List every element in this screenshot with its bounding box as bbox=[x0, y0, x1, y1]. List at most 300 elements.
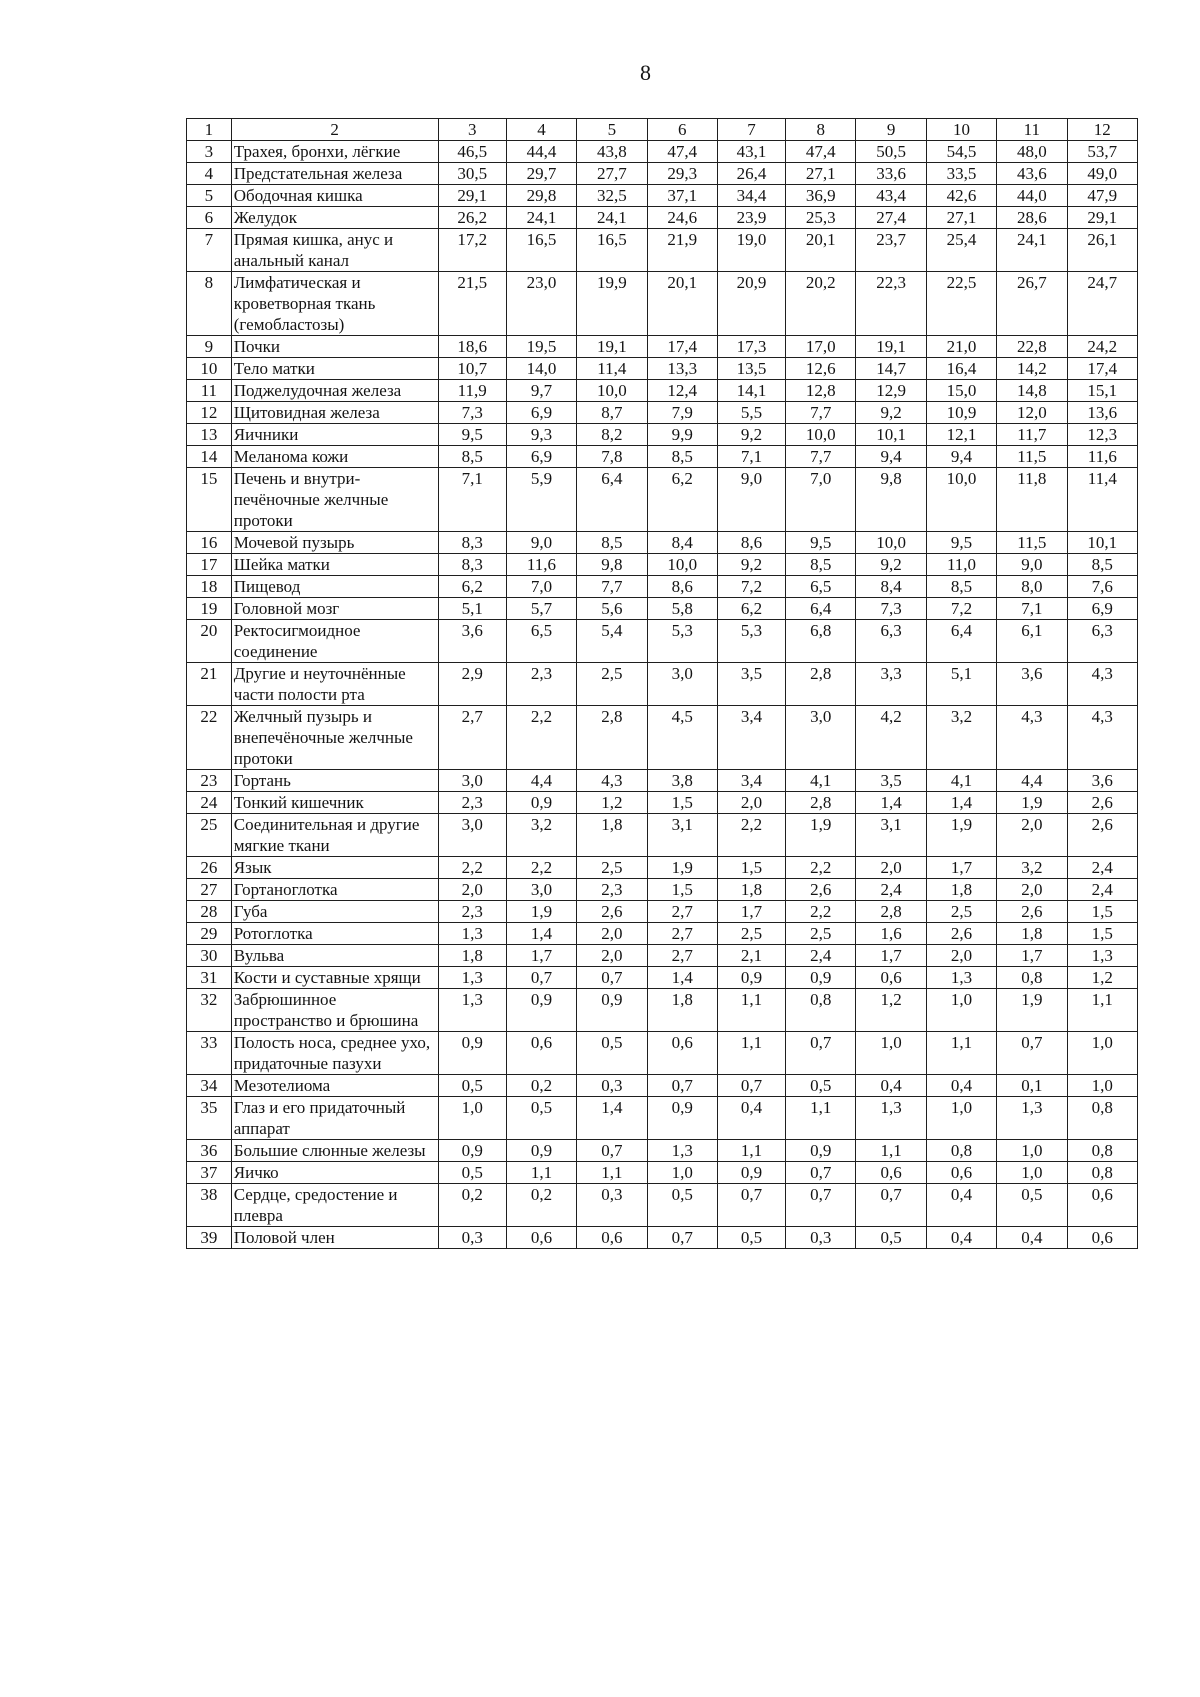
value-cell: 13,3 bbox=[647, 358, 717, 380]
value-cell: 20,1 bbox=[786, 229, 856, 272]
value-cell: 1,1 bbox=[717, 989, 785, 1032]
column-number-cell: 1 bbox=[187, 119, 232, 141]
value-cell: 11,5 bbox=[997, 446, 1067, 468]
value-cell: 12,9 bbox=[856, 380, 926, 402]
value-cell: 0,7 bbox=[786, 1032, 856, 1075]
table-row bbox=[187, 1075, 1138, 1097]
value-cell: 10,9 bbox=[926, 402, 996, 424]
site-name-cell: Предстательная железа bbox=[231, 163, 438, 185]
value-cell: 26,7 bbox=[997, 272, 1067, 336]
value-cell: 1,5 bbox=[717, 857, 785, 879]
value-cell: 3,0 bbox=[438, 814, 506, 857]
value-cell: 8,6 bbox=[717, 532, 785, 554]
table-row bbox=[187, 967, 1138, 989]
value-cell: 0,4 bbox=[997, 1227, 1067, 1249]
value-cell: 7,1 bbox=[717, 446, 785, 468]
value-cell: 27,7 bbox=[577, 163, 647, 185]
value-cell: 3,0 bbox=[506, 879, 576, 901]
value-cell: 8,5 bbox=[647, 446, 717, 468]
value-cell: 20,2 bbox=[786, 272, 856, 336]
value-cell: 0,3 bbox=[577, 1075, 647, 1097]
table-row bbox=[187, 1097, 1138, 1140]
value-cell: 8,5 bbox=[926, 576, 996, 598]
value-cell: 27,4 bbox=[856, 207, 926, 229]
value-cell: 47,4 bbox=[786, 141, 856, 163]
value-cell: 11,4 bbox=[1067, 468, 1137, 532]
row-number-cell: 30 bbox=[187, 945, 232, 967]
value-cell: 49,0 bbox=[1067, 163, 1137, 185]
row-number-cell: 4 bbox=[187, 163, 232, 185]
value-cell: 0,6 bbox=[506, 1032, 576, 1075]
value-cell: 9,8 bbox=[577, 554, 647, 576]
value-cell: 5,5 bbox=[717, 402, 785, 424]
row-number-cell: 8 bbox=[187, 272, 232, 336]
table-row bbox=[187, 1162, 1138, 1184]
value-cell: 43,4 bbox=[856, 185, 926, 207]
value-cell: 2,8 bbox=[786, 663, 856, 706]
value-cell: 7,2 bbox=[717, 576, 785, 598]
value-cell: 2,5 bbox=[577, 663, 647, 706]
value-cell: 20,1 bbox=[647, 272, 717, 336]
value-cell: 2,2 bbox=[506, 857, 576, 879]
value-cell: 7,0 bbox=[786, 468, 856, 532]
table-row bbox=[187, 814, 1138, 857]
value-cell: 6,9 bbox=[506, 446, 576, 468]
site-name-cell: Гортаноглотка bbox=[231, 879, 438, 901]
value-cell: 2,4 bbox=[1067, 879, 1137, 901]
site-name-cell: Шейка матки bbox=[231, 554, 438, 576]
value-cell: 0,6 bbox=[1067, 1184, 1137, 1227]
site-name-cell: Щитовидная железа bbox=[231, 402, 438, 424]
value-cell: 6,8 bbox=[786, 620, 856, 663]
value-cell: 8,0 bbox=[997, 576, 1067, 598]
value-cell: 2,6 bbox=[997, 901, 1067, 923]
value-cell: 6,3 bbox=[1067, 620, 1137, 663]
column-number-cell: 3 bbox=[438, 119, 506, 141]
value-cell: 0,9 bbox=[786, 1140, 856, 1162]
value-cell: 2,5 bbox=[786, 923, 856, 945]
value-cell: 21,0 bbox=[926, 336, 996, 358]
value-cell: 3,2 bbox=[926, 706, 996, 770]
row-number-cell: 9 bbox=[187, 336, 232, 358]
value-cell: 9,3 bbox=[506, 424, 576, 446]
value-cell: 0,5 bbox=[997, 1184, 1067, 1227]
value-cell: 1,1 bbox=[1067, 989, 1137, 1032]
value-cell: 6,2 bbox=[717, 598, 785, 620]
value-cell: 2,7 bbox=[438, 706, 506, 770]
site-name-cell: Ректосигмоидное соединение bbox=[231, 620, 438, 663]
table-row bbox=[187, 576, 1138, 598]
value-cell: 0,8 bbox=[1067, 1162, 1137, 1184]
table-row bbox=[187, 663, 1138, 706]
value-cell: 1,4 bbox=[647, 967, 717, 989]
value-cell: 2,4 bbox=[856, 879, 926, 901]
value-cell: 1,9 bbox=[997, 792, 1067, 814]
site-name-cell: Мочевой пузырь bbox=[231, 532, 438, 554]
value-cell: 14,8 bbox=[997, 380, 1067, 402]
value-cell: 1,2 bbox=[856, 989, 926, 1032]
value-cell: 3,2 bbox=[506, 814, 576, 857]
value-cell: 1,5 bbox=[647, 879, 717, 901]
row-number-cell: 6 bbox=[187, 207, 232, 229]
value-cell: 1,9 bbox=[926, 814, 996, 857]
row-number-cell: 37 bbox=[187, 1162, 232, 1184]
value-cell: 2,6 bbox=[786, 879, 856, 901]
value-cell: 20,9 bbox=[717, 272, 785, 336]
value-cell: 9,7 bbox=[506, 380, 576, 402]
value-cell: 1,2 bbox=[577, 792, 647, 814]
row-number-cell: 34 bbox=[187, 1075, 232, 1097]
table-row bbox=[187, 923, 1138, 945]
value-cell: 0,9 bbox=[438, 1032, 506, 1075]
value-cell: 0,8 bbox=[926, 1140, 996, 1162]
value-cell: 1,7 bbox=[926, 857, 996, 879]
value-cell: 1,7 bbox=[506, 945, 576, 967]
value-cell: 33,5 bbox=[926, 163, 996, 185]
site-name-cell: Пищевод bbox=[231, 576, 438, 598]
value-cell: 0,7 bbox=[717, 1075, 785, 1097]
value-cell: 19,9 bbox=[577, 272, 647, 336]
value-cell: 4,3 bbox=[1067, 706, 1137, 770]
value-cell: 3,1 bbox=[856, 814, 926, 857]
value-cell: 4,2 bbox=[856, 706, 926, 770]
value-cell: 2,0 bbox=[717, 792, 785, 814]
value-cell: 14,0 bbox=[506, 358, 576, 380]
value-cell: 7,1 bbox=[997, 598, 1067, 620]
value-cell: 26,4 bbox=[717, 163, 785, 185]
site-name-cell: Кости и суставные хрящи bbox=[231, 967, 438, 989]
value-cell: 2,6 bbox=[1067, 814, 1137, 857]
value-cell: 0,7 bbox=[717, 1184, 785, 1227]
value-cell: 28,6 bbox=[997, 207, 1067, 229]
value-cell: 6,2 bbox=[438, 576, 506, 598]
row-number-cell: 33 bbox=[187, 1032, 232, 1075]
value-cell: 18,6 bbox=[438, 336, 506, 358]
column-number-cell: 10 bbox=[926, 119, 996, 141]
value-cell: 29,3 bbox=[647, 163, 717, 185]
value-cell: 0,5 bbox=[506, 1097, 576, 1140]
value-cell: 27,1 bbox=[786, 163, 856, 185]
value-cell: 19,1 bbox=[856, 336, 926, 358]
value-cell: 0,2 bbox=[506, 1184, 576, 1227]
value-cell: 11,0 bbox=[926, 554, 996, 576]
table-row bbox=[187, 554, 1138, 576]
value-cell: 1,4 bbox=[506, 923, 576, 945]
value-cell: 2,6 bbox=[1067, 792, 1137, 814]
value-cell: 26,1 bbox=[1067, 229, 1137, 272]
site-name-cell: Сердце, средостение и плевра bbox=[231, 1184, 438, 1227]
value-cell: 2,0 bbox=[577, 945, 647, 967]
value-cell: 25,3 bbox=[786, 207, 856, 229]
table-row bbox=[187, 141, 1138, 163]
value-cell: 0,5 bbox=[438, 1162, 506, 1184]
value-cell: 11,6 bbox=[1067, 446, 1137, 468]
row-number-cell: 35 bbox=[187, 1097, 232, 1140]
table-row bbox=[187, 989, 1138, 1032]
value-cell: 2,3 bbox=[438, 792, 506, 814]
value-cell: 29,1 bbox=[1067, 207, 1137, 229]
value-cell: 37,1 bbox=[647, 185, 717, 207]
value-cell: 8,5 bbox=[1067, 554, 1137, 576]
value-cell: 47,4 bbox=[647, 141, 717, 163]
value-cell: 0,3 bbox=[438, 1227, 506, 1249]
value-cell: 9,2 bbox=[856, 554, 926, 576]
row-number-cell: 25 bbox=[187, 814, 232, 857]
table-row bbox=[187, 901, 1138, 923]
value-cell: 7,3 bbox=[438, 402, 506, 424]
value-cell: 2,5 bbox=[577, 857, 647, 879]
value-cell: 3,6 bbox=[1067, 770, 1137, 792]
value-cell: 1,1 bbox=[717, 1140, 785, 1162]
value-cell: 4,5 bbox=[647, 706, 717, 770]
site-name-cell: Желчный пузырь и внепечёночные желчные протоки bbox=[231, 706, 438, 770]
value-cell: 0,4 bbox=[926, 1184, 996, 1227]
row-number-cell: 16 bbox=[187, 532, 232, 554]
column-number-cell: 6 bbox=[647, 119, 717, 141]
value-cell: 4,1 bbox=[926, 770, 996, 792]
value-cell: 5,7 bbox=[506, 598, 576, 620]
site-name-cell: Большие слюнные железы bbox=[231, 1140, 438, 1162]
value-cell: 16,4 bbox=[926, 358, 996, 380]
value-cell: 1,3 bbox=[438, 967, 506, 989]
value-cell: 19,0 bbox=[717, 229, 785, 272]
site-name-cell: Гортань bbox=[231, 770, 438, 792]
value-cell: 0,6 bbox=[1067, 1227, 1137, 1249]
value-cell: 0,3 bbox=[577, 1184, 647, 1227]
page-number: 8 bbox=[640, 60, 651, 85]
value-cell: 0,4 bbox=[856, 1075, 926, 1097]
value-cell: 23,7 bbox=[856, 229, 926, 272]
value-cell: 12,6 bbox=[786, 358, 856, 380]
value-cell: 30,5 bbox=[438, 163, 506, 185]
value-cell: 2,8 bbox=[856, 901, 926, 923]
site-name-cell: Поджелудочная железа bbox=[231, 380, 438, 402]
value-cell: 5,4 bbox=[577, 620, 647, 663]
value-cell: 7,2 bbox=[926, 598, 996, 620]
table-row bbox=[187, 706, 1138, 770]
table-row bbox=[187, 1184, 1138, 1227]
value-cell: 50,5 bbox=[856, 141, 926, 163]
value-cell: 0,9 bbox=[717, 967, 785, 989]
value-cell: 2,0 bbox=[926, 945, 996, 967]
incidence-table bbox=[186, 118, 1138, 1249]
value-cell: 16,5 bbox=[506, 229, 576, 272]
site-name-cell: Вульва bbox=[231, 945, 438, 967]
value-cell: 1,1 bbox=[506, 1162, 576, 1184]
value-cell: 1,2 bbox=[1067, 967, 1137, 989]
value-cell: 2,6 bbox=[577, 901, 647, 923]
value-cell: 43,8 bbox=[577, 141, 647, 163]
value-cell: 1,8 bbox=[577, 814, 647, 857]
value-cell: 0,9 bbox=[506, 1140, 576, 1162]
value-cell: 3,4 bbox=[717, 706, 785, 770]
value-cell: 4,3 bbox=[577, 770, 647, 792]
value-cell: 23,0 bbox=[506, 272, 576, 336]
value-cell: 9,5 bbox=[926, 532, 996, 554]
value-cell: 0,6 bbox=[506, 1227, 576, 1249]
value-cell: 0,3 bbox=[786, 1227, 856, 1249]
value-cell: 9,0 bbox=[997, 554, 1067, 576]
value-cell: 24,1 bbox=[506, 207, 576, 229]
value-cell: 0,9 bbox=[438, 1140, 506, 1162]
value-cell: 32,5 bbox=[577, 185, 647, 207]
value-cell: 2,8 bbox=[577, 706, 647, 770]
value-cell: 12,4 bbox=[647, 380, 717, 402]
value-cell: 17,4 bbox=[1067, 358, 1137, 380]
value-cell: 2,7 bbox=[647, 945, 717, 967]
value-cell: 10,7 bbox=[438, 358, 506, 380]
value-cell: 6,9 bbox=[506, 402, 576, 424]
value-cell: 0,7 bbox=[856, 1184, 926, 1227]
table-row bbox=[187, 1032, 1138, 1075]
value-cell: 1,1 bbox=[786, 1097, 856, 1140]
value-cell: 1,3 bbox=[438, 989, 506, 1032]
value-cell: 1,3 bbox=[856, 1097, 926, 1140]
value-cell: 9,9 bbox=[647, 424, 717, 446]
value-cell: 7,7 bbox=[786, 446, 856, 468]
value-cell: 7,0 bbox=[506, 576, 576, 598]
value-cell: 29,1 bbox=[438, 185, 506, 207]
row-number-cell: 27 bbox=[187, 879, 232, 901]
value-cell: 53,7 bbox=[1067, 141, 1137, 163]
value-cell: 6,5 bbox=[786, 576, 856, 598]
column-number-cell: 11 bbox=[997, 119, 1067, 141]
value-cell: 10,0 bbox=[856, 532, 926, 554]
value-cell: 7,1 bbox=[438, 468, 506, 532]
value-cell: 1,8 bbox=[997, 923, 1067, 945]
value-cell: 6,1 bbox=[997, 620, 1067, 663]
value-cell: 1,3 bbox=[997, 1097, 1067, 1140]
value-cell: 17,0 bbox=[786, 336, 856, 358]
value-cell: 7,9 bbox=[647, 402, 717, 424]
value-cell: 9,2 bbox=[717, 554, 785, 576]
value-cell: 6,4 bbox=[577, 468, 647, 532]
site-name-cell: Печень и внутри-печёночные желчные протоки bbox=[231, 468, 438, 532]
value-cell: 42,6 bbox=[926, 185, 996, 207]
row-number-cell: 21 bbox=[187, 663, 232, 706]
value-cell: 15,0 bbox=[926, 380, 996, 402]
row-number-cell: 7 bbox=[187, 229, 232, 272]
value-cell: 1,0 bbox=[856, 1032, 926, 1075]
column-number-row bbox=[187, 119, 1138, 141]
row-number-cell: 24 bbox=[187, 792, 232, 814]
value-cell: 0,5 bbox=[647, 1184, 717, 1227]
value-cell: 0,9 bbox=[647, 1097, 717, 1140]
value-cell: 1,8 bbox=[647, 989, 717, 1032]
site-name-cell: Ободочная кишка bbox=[231, 185, 438, 207]
value-cell: 2,7 bbox=[647, 901, 717, 923]
site-name-cell: Лимфатическая и кроветворная ткань (гемобластозы) bbox=[231, 272, 438, 336]
value-cell: 24,6 bbox=[647, 207, 717, 229]
column-number-cell: 4 bbox=[506, 119, 576, 141]
value-cell: 2,4 bbox=[1067, 857, 1137, 879]
value-cell: 1,5 bbox=[1067, 901, 1137, 923]
value-cell: 24,7 bbox=[1067, 272, 1137, 336]
value-cell: 17,2 bbox=[438, 229, 506, 272]
value-cell: 0,9 bbox=[786, 967, 856, 989]
row-number-cell: 38 bbox=[187, 1184, 232, 1227]
table-row bbox=[187, 207, 1138, 229]
value-cell: 1,9 bbox=[647, 857, 717, 879]
column-number-cell: 8 bbox=[786, 119, 856, 141]
value-cell: 10,0 bbox=[647, 554, 717, 576]
value-cell: 14,7 bbox=[856, 358, 926, 380]
value-cell: 1,7 bbox=[717, 901, 785, 923]
value-cell: 17,3 bbox=[717, 336, 785, 358]
value-cell: 9,4 bbox=[926, 446, 996, 468]
value-cell: 27,1 bbox=[926, 207, 996, 229]
value-cell: 4,4 bbox=[506, 770, 576, 792]
value-cell: 0,5 bbox=[856, 1227, 926, 1249]
table-row bbox=[187, 185, 1138, 207]
site-name-cell: Язык bbox=[231, 857, 438, 879]
value-cell: 0,6 bbox=[647, 1032, 717, 1075]
site-name-cell: Желудок bbox=[231, 207, 438, 229]
value-cell: 21,9 bbox=[647, 229, 717, 272]
value-cell: 10,1 bbox=[1067, 532, 1137, 554]
value-cell: 7,6 bbox=[1067, 576, 1137, 598]
value-cell: 29,8 bbox=[506, 185, 576, 207]
value-cell: 2,0 bbox=[856, 857, 926, 879]
value-cell: 8,5 bbox=[438, 446, 506, 468]
value-cell: 1,0 bbox=[997, 1162, 1067, 1184]
value-cell: 1,4 bbox=[856, 792, 926, 814]
table-row bbox=[187, 402, 1138, 424]
value-cell: 12,8 bbox=[786, 380, 856, 402]
value-cell: 54,5 bbox=[926, 141, 996, 163]
value-cell: 5,8 bbox=[647, 598, 717, 620]
row-number-cell: 5 bbox=[187, 185, 232, 207]
table-row bbox=[187, 532, 1138, 554]
value-cell: 1,3 bbox=[926, 967, 996, 989]
value-cell: 3,0 bbox=[438, 770, 506, 792]
value-cell: 1,8 bbox=[926, 879, 996, 901]
value-cell: 43,1 bbox=[717, 141, 785, 163]
value-cell: 7,8 bbox=[577, 446, 647, 468]
row-number-cell: 29 bbox=[187, 923, 232, 945]
value-cell: 2,2 bbox=[717, 814, 785, 857]
site-name-cell: Прямая кишка, анус и анальный канал bbox=[231, 229, 438, 272]
value-cell: 11,7 bbox=[997, 424, 1067, 446]
value-cell: 6,2 bbox=[647, 468, 717, 532]
table-row bbox=[187, 1227, 1138, 1249]
value-cell: 5,3 bbox=[647, 620, 717, 663]
value-cell: 2,2 bbox=[506, 706, 576, 770]
value-cell: 36,9 bbox=[786, 185, 856, 207]
value-cell: 2,9 bbox=[438, 663, 506, 706]
value-cell: 7,3 bbox=[856, 598, 926, 620]
value-cell: 7,7 bbox=[577, 576, 647, 598]
value-cell: 0,9 bbox=[577, 989, 647, 1032]
site-name-cell: Мезотелиома bbox=[231, 1075, 438, 1097]
table-row bbox=[187, 336, 1138, 358]
value-cell: 1,1 bbox=[856, 1140, 926, 1162]
value-cell: 0,7 bbox=[506, 967, 576, 989]
value-cell: 0,8 bbox=[1067, 1097, 1137, 1140]
value-cell: 1,0 bbox=[1067, 1075, 1137, 1097]
value-cell: 4,4 bbox=[997, 770, 1067, 792]
column-number-cell: 2 bbox=[231, 119, 438, 141]
value-cell: 12,3 bbox=[1067, 424, 1137, 446]
value-cell: 1,3 bbox=[438, 923, 506, 945]
table-row bbox=[187, 446, 1138, 468]
value-cell: 9,4 bbox=[856, 446, 926, 468]
value-cell: 9,0 bbox=[717, 468, 785, 532]
value-cell: 11,5 bbox=[997, 532, 1067, 554]
value-cell: 0,6 bbox=[856, 967, 926, 989]
column-number-cell: 5 bbox=[577, 119, 647, 141]
value-cell: 4,1 bbox=[786, 770, 856, 792]
